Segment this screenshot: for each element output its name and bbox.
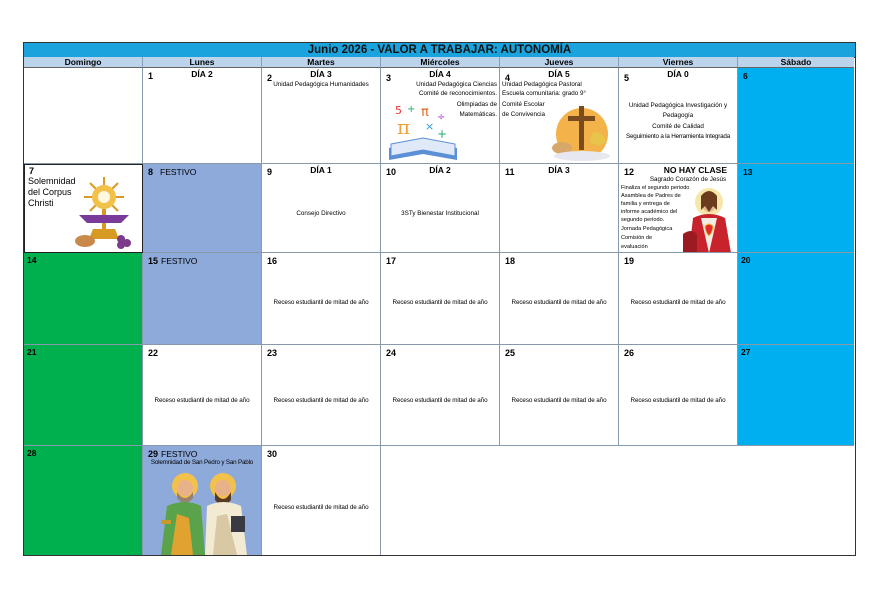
receso-label: Receso estudiantil de mitad de año xyxy=(511,299,607,306)
day-rotation: DÍA 4 xyxy=(429,69,451,79)
day-number: 30 xyxy=(267,449,278,459)
day-cell-28[interactable] xyxy=(24,446,143,555)
event-line: Seguimiento a la Herramienta Integrada xyxy=(625,133,731,140)
event-line: evaluación xyxy=(621,244,648,250)
day-number: 15 xyxy=(148,256,159,266)
svg-text:÷: ÷ xyxy=(437,112,446,123)
event-line: Sagrado Corazón de Jesús xyxy=(649,176,727,183)
event-note: Consejo Directivo xyxy=(296,210,346,217)
festivo-label: FESTIVO xyxy=(161,449,198,459)
day-cell-9[interactable] xyxy=(262,164,381,253)
day-cell-7[interactable] xyxy=(24,164,143,253)
receso-label: Receso estudiantil de mitad de año xyxy=(273,504,369,511)
weekday-monday: Lunes xyxy=(143,57,262,68)
day-number: 3 xyxy=(386,73,392,83)
event-line: Unidad Pedagógica Ciencias xyxy=(416,81,497,88)
event-line: familia y entrega de xyxy=(621,201,670,207)
day-cell-3[interactable] xyxy=(381,68,500,164)
day-number: 26 xyxy=(624,348,635,358)
day-cell-22[interactable] xyxy=(143,345,262,446)
event-line: Comisión de xyxy=(621,235,653,241)
day-number: 18 xyxy=(505,256,516,266)
event-line: de Convivencia xyxy=(502,111,546,118)
event-line: Pedagogía xyxy=(662,112,694,119)
svg-text:×: × xyxy=(425,120,435,133)
day-number: 4 xyxy=(505,73,511,83)
calendar-title: Junio 2026 - VALOR A TRABAJAR: AUTONOMÍA xyxy=(24,43,855,58)
day-cell-4[interactable] xyxy=(500,68,619,164)
chalice-cross-icon xyxy=(546,102,616,162)
festivo-label: FESTIVO xyxy=(161,256,198,266)
day-number: 2 xyxy=(267,73,273,83)
weekday-tuesday: Martes xyxy=(262,57,381,68)
event-line: Matemáticas. xyxy=(459,111,497,118)
day-number: 7 xyxy=(29,166,35,176)
math-book-icon xyxy=(387,98,459,162)
day-cell-30[interactable] xyxy=(262,446,381,555)
saints-peter-paul-icon xyxy=(153,470,253,555)
day-cell-16[interactable] xyxy=(262,253,381,345)
receso-label: Receso estudiantil de mitad de año xyxy=(392,299,488,306)
day-cell-12[interactable] xyxy=(619,164,738,253)
svg-text:+: + xyxy=(437,127,448,141)
svg-text:π: π xyxy=(421,105,429,120)
weekday-thursday: Jueves xyxy=(500,57,619,68)
day-number: 27 xyxy=(741,347,751,357)
day-number: 19 xyxy=(624,256,635,266)
event-line: Jornada Pedagógica xyxy=(621,226,673,232)
event-note: Solemnidad de San Pedro y San Pablo xyxy=(150,459,254,466)
day-number: 17 xyxy=(386,256,397,266)
event-line: Finaliza el segundo periodo xyxy=(621,185,690,191)
receso-label: Receso estudiantil de mitad de año xyxy=(154,397,250,404)
sacred-heart-icon xyxy=(679,184,737,253)
day-number: 14 xyxy=(27,255,37,265)
event-line: Comité de Calidad xyxy=(652,123,704,130)
weekday-wednesday: Miércoles xyxy=(381,57,500,68)
day-cell-19[interactable] xyxy=(619,253,738,345)
day-cell-23[interactable] xyxy=(262,345,381,446)
receso-label: Receso estudiantil de mitad de año xyxy=(273,397,369,404)
day-cell-15[interactable] xyxy=(143,253,262,345)
day-cell-20[interactable] xyxy=(738,253,854,345)
event-line: Solemnidad xyxy=(28,176,76,186)
event-line: Asamblea de Padres de xyxy=(621,193,681,199)
day-cell-25[interactable] xyxy=(500,345,619,446)
day-number: 16 xyxy=(267,256,278,266)
day-rotation: DÍA 5 xyxy=(548,69,570,79)
day-number: 9 xyxy=(267,167,273,177)
monstrance-icon xyxy=(71,173,137,249)
calendar xyxy=(23,42,856,556)
day-cell-5[interactable] xyxy=(619,68,738,164)
day-rotation: DÍA 2 xyxy=(191,69,213,79)
event-line: informe académico del xyxy=(621,209,678,215)
event-note: 3STy Bienestar Institucional xyxy=(401,210,479,217)
day-cell-13[interactable] xyxy=(738,164,854,253)
day-cell-8[interactable] xyxy=(143,164,262,253)
receso-label: Receso estudiantil de mitad de año xyxy=(630,299,726,306)
event-line: del Corpus xyxy=(28,187,72,197)
day-cell-10[interactable] xyxy=(381,164,500,253)
no-class-label: NO HAY CLASE xyxy=(663,165,727,175)
day-cell-21[interactable] xyxy=(24,345,143,446)
receso-label: Receso estudiantil de mitad de año xyxy=(511,397,607,404)
receso-label: Receso estudiantil de mitad de año xyxy=(273,299,369,306)
event-line: Comité de reconocimientos. xyxy=(418,90,497,97)
day-cell-27[interactable] xyxy=(738,345,854,446)
day-cell-18[interactable] xyxy=(500,253,619,345)
day-number: 8 xyxy=(148,167,154,177)
weekday-sunday: Domingo xyxy=(24,57,143,68)
day-cell-6[interactable] xyxy=(738,68,854,164)
day-cell-14[interactable] xyxy=(24,253,143,345)
empty-cells xyxy=(381,446,854,555)
event-note: Unidad Pedagógica Humanidades xyxy=(273,81,369,88)
svg-text:5: 5 xyxy=(395,104,402,117)
day-number: 25 xyxy=(505,348,516,358)
day-rotation: DÍA 2 xyxy=(429,165,451,175)
day-number: 11 xyxy=(505,167,515,177)
event-line: Escuela comunitaria: grado 9° xyxy=(502,90,587,97)
day-cell-24[interactable] xyxy=(381,345,500,446)
day-cell-26[interactable] xyxy=(619,345,738,446)
event-line: Christi xyxy=(28,198,54,208)
day-number: 6 xyxy=(743,71,748,81)
day-rotation: DÍA 3 xyxy=(548,165,570,175)
day-number: 20 xyxy=(741,255,751,265)
day-rotation: DÍA 0 xyxy=(667,69,689,79)
day-number: 22 xyxy=(148,348,159,358)
day-number: 24 xyxy=(386,348,397,358)
day-rotation: DÍA 3 xyxy=(310,69,332,79)
event-line: Unidad Pedagógica Pastoral xyxy=(502,81,582,88)
receso-label: Receso estudiantil de mitad de año xyxy=(630,397,726,404)
day-number: 12 xyxy=(624,167,635,177)
day-cell-2[interactable] xyxy=(262,68,381,164)
day-rotation: DÍA 1 xyxy=(310,165,332,175)
day-cell-29[interactable] xyxy=(143,446,262,555)
day-number: 5 xyxy=(624,73,630,83)
day-number: 23 xyxy=(267,348,278,358)
day-cell-1[interactable] xyxy=(143,68,262,164)
day-number: 13 xyxy=(743,167,753,177)
weekday-saturday: Sábado xyxy=(738,57,854,68)
event-line: segundo periodo. xyxy=(621,217,665,223)
festivo-label: FESTIVO xyxy=(160,167,197,177)
event-line: Unidad Pedagógica Investigación y xyxy=(628,102,728,109)
day-number: 21 xyxy=(27,347,37,357)
svg-text:+: + xyxy=(407,104,416,115)
receso-label: Receso estudiantil de mitad de año xyxy=(392,397,488,404)
day-number: 1 xyxy=(148,71,154,81)
day-cell-17[interactable] xyxy=(381,253,500,345)
day-number: 29 xyxy=(148,449,159,459)
day-number: 10 xyxy=(386,167,397,177)
event-line: Comité Escolar xyxy=(502,101,545,108)
day-cell-11[interactable] xyxy=(500,164,619,253)
weekday-friday: Viernes xyxy=(619,57,738,68)
day-number: 28 xyxy=(27,448,37,458)
event-line: Olimpiadas de xyxy=(456,101,497,108)
day-cell-empty xyxy=(24,68,143,164)
svg-text:π: π xyxy=(397,115,411,139)
